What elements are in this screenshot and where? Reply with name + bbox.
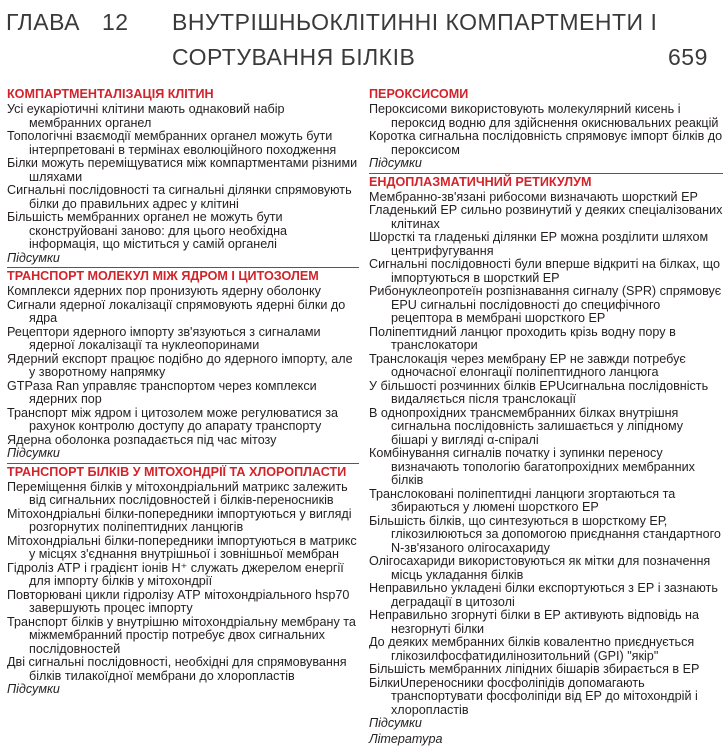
section-heading[interactable]: ПЕРОКСИСОМИ [369,87,723,102]
toc-entry[interactable]: БілкиUпереносники фосфоліпідів допомагають транспортувати фосфоліпіди від ЕР до мітохондрій і хлоропластів [369,677,723,718]
toc-entry[interactable]: Пероксисоми використовують молекулярний кисень і пероксид водню для здійснення окиснювальних реакцій [369,103,723,130]
toc-left-column [7,87,359,699]
toc-entry[interactable]: Поліпептидний ланцюг проходить крізь водну пору в транслокатори [369,326,723,353]
toc-entry[interactable]: Білки можуть переміщуватися між компартментами різними шляхами [7,157,359,184]
toc-entry[interactable]: Мітохондріальні білки-попередники імпортуються в матрикс у місцях з'єднання внутрішньої і зовнішньої мембран [7,535,359,562]
toc-entry[interactable]: Транслоковані поліпептидні ланцюги згортаються та збираються у люмені шорсткого ЕР [369,488,723,515]
toc-entry[interactable]: Більшість білків, що синтезуються в шорсткому ЕР, глікозилюються за допомогою приєднання стандартного N-зв'язаного олігосахариду [369,515,723,556]
toc-entry[interactable]: Неправильно укладені білки експортуються з ЕР і зазнають деградації в цитозолі [369,582,723,609]
toc-entry[interactable]: До деяких мембранних білків ковалентно приєднується глікозилфосфатидилінозитольний (GPI) "якір" [369,636,723,663]
toc-entry[interactable]: Ядерна оболонка розпадається під час мітозу [7,434,359,448]
toc-entry[interactable]: Рибонуклеопротеїн розпізнавання сигналу (SPR) спрямовує EPU сигнальні послідовності до специфічного рецептора в мембрані шорсткого ЕР [369,285,723,326]
toc-section [7,463,359,697]
toc-entry[interactable]: Мембранно-зв'язані рибосоми визначають шорсткий ЕР [369,191,723,205]
summary-link[interactable]: Підсумки [369,157,723,171]
toc-entry[interactable]: Транспорт між ядром і цитозолем може регулюватися за рахунок контролю доступу до апарату транспорту [7,407,359,434]
toc-section [369,173,723,731]
toc-entry[interactable]: У більшості розчинних білків EPUсигнальна послідовність видаляється після транслокації [369,380,723,407]
chapter-label: ГЛАВА [6,9,80,35]
toc-entry[interactable]: Комбінування сигналів початку і зупинки переносу визначають топологію багатопрохідних мембранних білків [369,447,723,488]
toc-entry[interactable]: Транспорт білків у внутрішню мітохондріальну мембрану та міжмембранний простір потребує двох сигнальних послідовностей [7,616,359,657]
toc-section [7,87,359,265]
toc-right-column [369,87,723,746]
section-heading[interactable]: КОМПАРТМЕНТАЛІЗАЦІЯ КЛІТИН [7,87,359,102]
toc-entry[interactable]: В однопрохідних трансмембранних білках внутрішня сигнальна послідовність залишається у ліпідному бішарі у вигляді α-спіралі [369,407,723,448]
section-heading[interactable]: ТРАНСПОРТ МОЛЕКУЛ МІЖ ЯДРОМ І ЦИТОЗОЛЕМ [7,267,359,284]
toc-entry[interactable]: GTPаза Ran управляє транспортом через комплекси ядерних пор [7,380,359,407]
toc-entry[interactable]: Усі еукаріотичні клітини мають однаковий набір мембранних органел [7,103,359,130]
toc-entry[interactable]: Олігосахариди використовуються як мітки для позначення місць укладання білків [369,555,723,582]
toc-entry[interactable]: Сигнали ядерної локалізації спрямовують ядерні білки до ядра [7,299,359,326]
toc-entry[interactable]: Коротка сигнальна послідовність спрямовує імпорт білків до пероксисом [369,130,723,157]
toc-entry[interactable]: Сигнальні послідовності були вперше відкриті на білках, що імпортуються в шорсткий ЕР [369,258,723,285]
summary-link[interactable]: Підсумки [7,252,359,266]
toc-entry[interactable]: Транслокація через мембрану ЕР не завжди потребує одночасної елонгації поліпептидного ланцюга [369,353,723,380]
toc-entry[interactable]: Сигнальні послідовності та сигнальні ділянки спрямовують білки до правильних адрес у клітині [7,184,359,211]
literature-link[interactable]: Література [369,733,723,746]
toc-entry[interactable]: Комплекси ядерних пор пронизують ядерну оболонку [7,285,359,299]
page-number: 659 [668,44,708,70]
toc-entry[interactable]: Топологічні взаємодії мембранних органел можуть бути інтерпретовані в термінах еволюційного походження [7,130,359,157]
toc-entry[interactable]: Повторювані цикли гідролізу АТР мітохондріального hsp70 завершують процес імпорту [7,589,359,616]
summary-link[interactable]: Підсумки [7,447,359,461]
chapter-title-line2: СОРТУВАННЯ БІЛКІВ [172,44,415,70]
toc-entry[interactable]: Неправильно згорнуті білки в ЕР активують відповідь на незгорнуті білки [369,609,723,636]
summary-link[interactable]: Підсумки [7,683,359,697]
toc-entry[interactable]: Переміщення білків у мітохондріальний матрикс залежить від сигнальних послідовностей і білків-переносників [7,481,359,508]
section-heading[interactable]: ТРАНСПОРТ БІЛКІВ У МІТОХОНДРІЇ ТА ХЛОРОПЛАСТИ [7,463,359,480]
section-heading[interactable]: ЕНДОПЛАЗМАТИЧНИЙ РЕТИКУЛУМ [369,173,723,190]
toc-section [7,267,359,461]
toc-entry[interactable]: Більшість мембранних ліпідних бішарів збирається в ЕР [369,663,723,677]
toc-entry[interactable]: Ядерний експорт працює подібно до ядерного імпорту, але у зворотному напрямку [7,353,359,380]
summary-link[interactable]: Підсумки [369,717,723,731]
toc-entry[interactable]: Гідроліз АТР і градієнт іонів H⁺ служать джерелом енергії для імпорту білків у мітохондрії [7,562,359,589]
toc-entry[interactable]: Дві сигнальні послідовності, необхідні для спрямовування білків тилакоїдної мембрани до хлоропластів [7,656,359,683]
chapter-number: 12 [102,9,129,35]
toc-section [369,87,723,171]
chapter-title-line1: ВНУТРІШНЬОКЛІТИННІ КОМПАРТМЕНТИ І [172,9,657,35]
toc-entry[interactable]: Мітохондріальні білки-попередники імпортуються у вигляді розгорнутих поліпептидних ланцюгів [7,508,359,535]
toc-entry[interactable]: Шорсткі та гладенькі ділянки ЕР можна розділити шляхом центрифугування [369,231,723,258]
toc-entry[interactable]: Гладенький ЕР сильно розвинутий у деяких спеціалізованих клітинах [369,204,723,231]
toc-entry[interactable]: Більшість мембранних органел не можуть бути сконструйовані заново: для цього необхідна інформація, що міститься у самій органелі [7,211,359,252]
toc-entry[interactable]: Рецептори ядерного імпорту зв'язуються з сигналами ядерної локалізації та нуклеопоринами [7,326,359,353]
